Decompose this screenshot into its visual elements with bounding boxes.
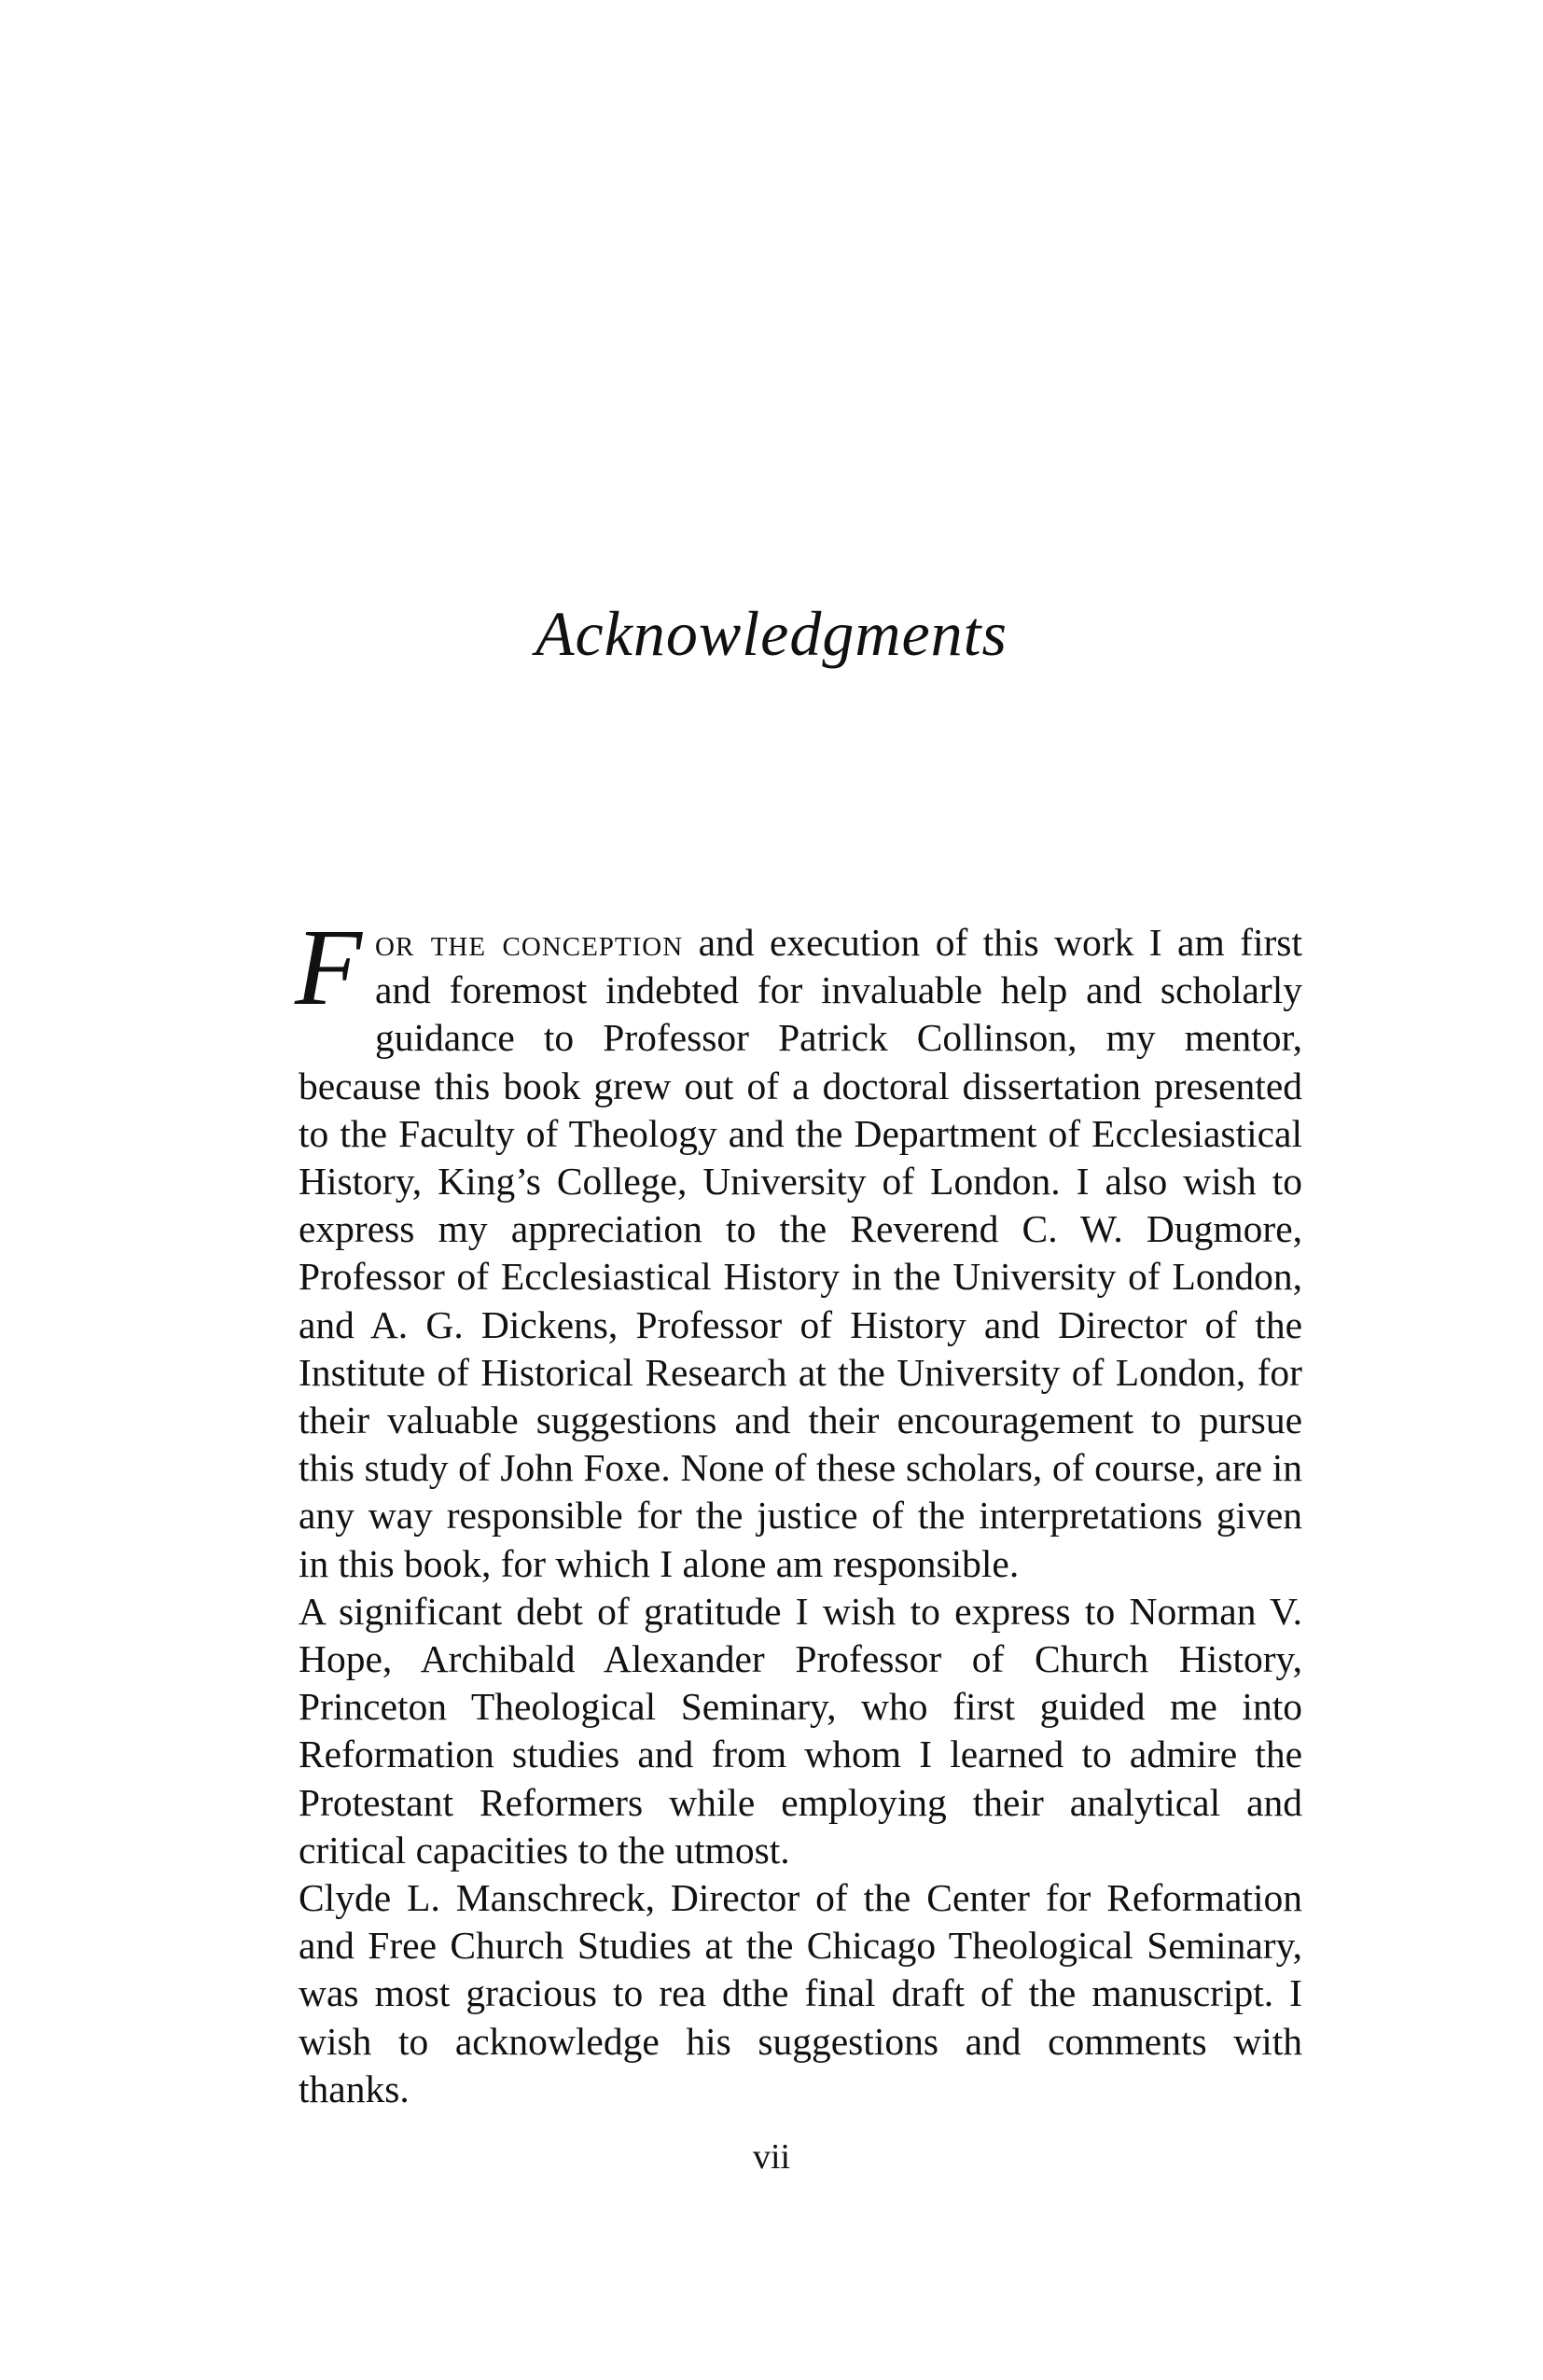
- paragraph-1-text: and execution of this work I am first and foremost indebted for invaluable help and scholarly guidance to Professor Patrick Collinson, my mentor, because this book grew out of a doctoral dissertation presented to the Faculty of Theology and the Department of Ecclesiastical History, King’s College, University of London. I also wish to express my appreciation to the Reverend C. W. Dugmore, Professor of Ecclesiastical History in the University of London, and A. G. Dickens, Professor of History and Director of the Institute of Historical Research at the University of London, for their valuable suggestions and their encouragement to pursue this study of John Foxe. None of these scholars, of course, are in any way responsible for the justice of the interpretations given in this book, for which I alone am responsible.: [299, 921, 1302, 1585]
- paragraph-2: A significant debt of gratitude I wish to express to Norman V. Hope, Archibald Alexander Professor of Church History, Princeton Theological Seminary, who first guided me into Reformation studies and from whom I learned to admire the Protestant Reformers while employing their analytical and critical capacities to the utmost.: [299, 1589, 1302, 1872]
- paragraph-1: [295, 906, 1302, 1588]
- drop-cap: F: [295, 906, 363, 1028]
- paragraph-3: Clyde L. Manschreck, Director of the Center for Reformation and Free Church Studies at the Chicago Theological Seminary, was most gracious to rea dthe final draft of the manuscript. I wish to acknowledge his suggestions and comments with thanks.: [299, 1876, 1302, 2110]
- page-title: Acknowledgments: [535, 598, 1008, 669]
- acknowledgments-body: [295, 906, 1302, 2113]
- opening-small-caps: or the conception: [375, 921, 684, 964]
- page-number: vii: [752, 2137, 791, 2177]
